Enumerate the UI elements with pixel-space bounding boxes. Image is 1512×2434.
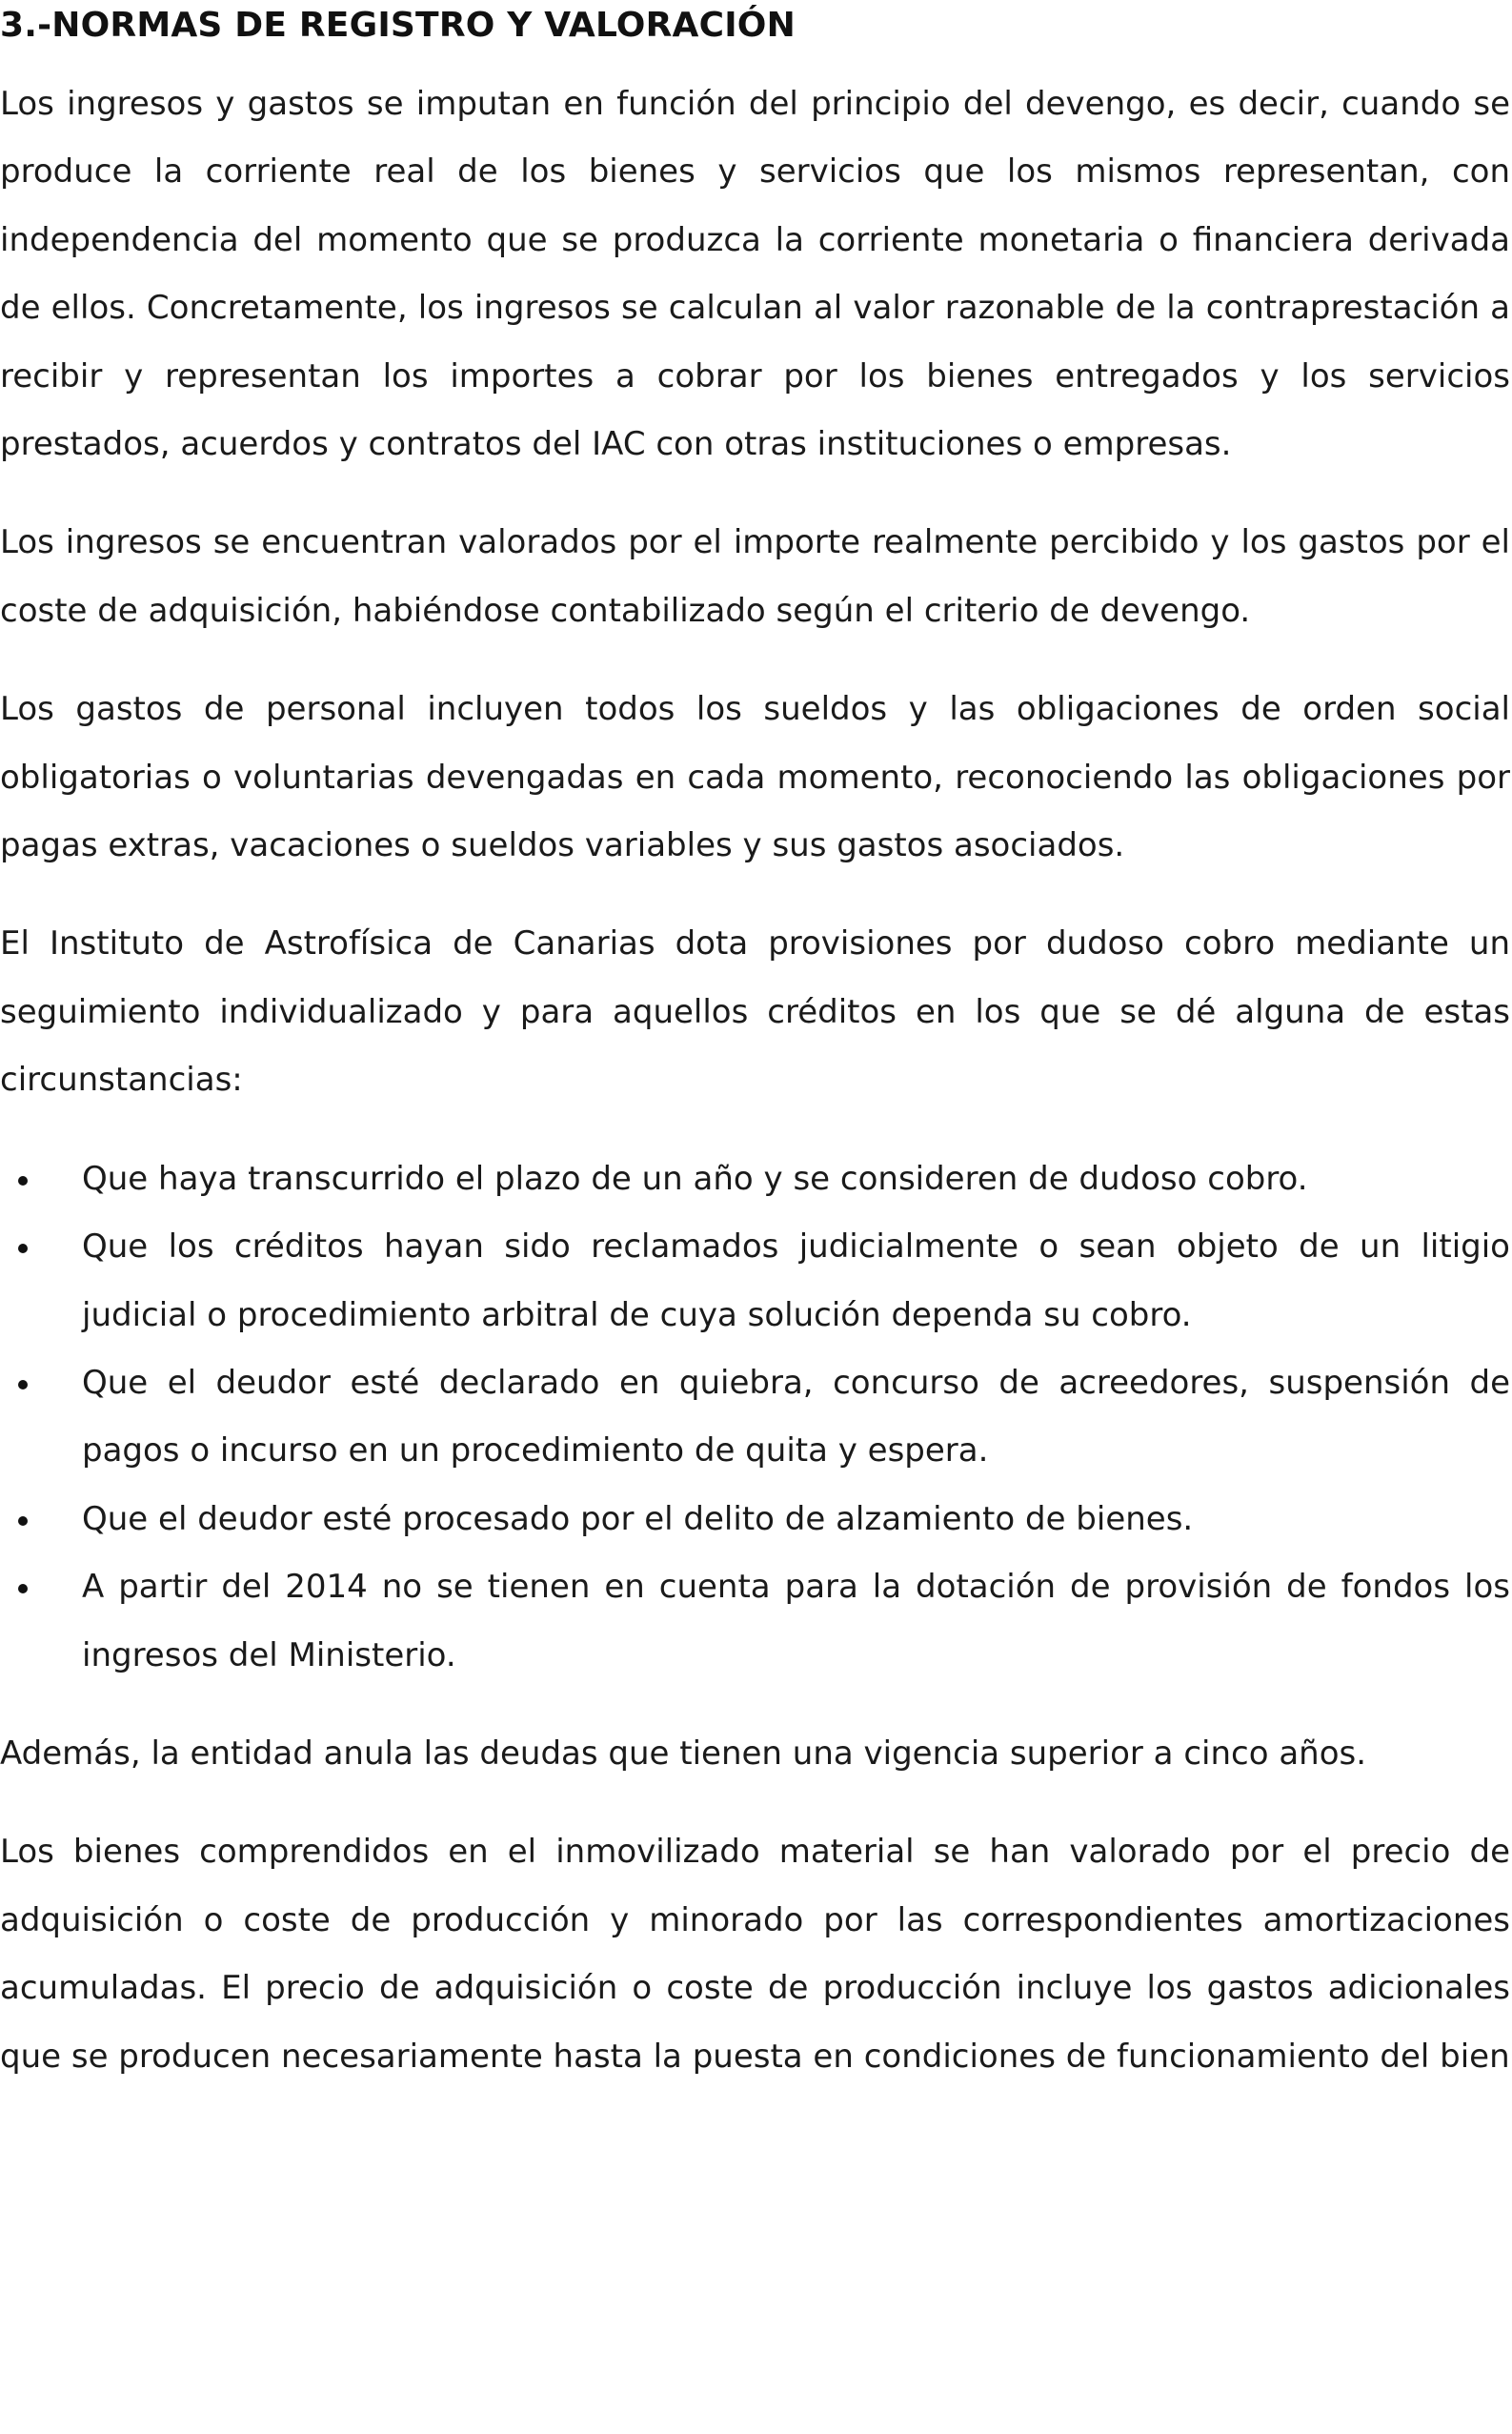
paragraph-valoracion-ingresos: Los ingresos se encuentran valorados por el importe realmente percibido y los gastos por el coste de adquisición, habiéndose contabilizado según el criterio de devengo. bbox=[0, 523, 1510, 630]
bullet-dot-icon bbox=[18, 1244, 28, 1253]
paragraph-provisiones: El Instituto de Astrofísica de Canarias dota provisiones por dudoso cobro mediante un seguimiento individualizado y para aquellos créditos en los que se dé alguna de estas circunstancias: bbox=[0, 924, 1510, 1100]
circumstances-list bbox=[0, 1146, 1510, 1690]
bullet-dot-icon bbox=[18, 1380, 28, 1389]
bullet-dot-icon bbox=[18, 1516, 28, 1526]
paragraph-anulacion-deudas: Además, la entidad anula las deudas que tienen una vigencia superior a cinco años. bbox=[0, 1734, 1367, 1773]
list-item-text: Que el deudor esté procesado por el delito de alzamiento de bienes. bbox=[82, 1499, 1194, 1538]
list-item bbox=[0, 1213, 1510, 1349]
bullet-dot-icon bbox=[18, 1176, 28, 1186]
section-heading: 3.-NORMAS DE REGISTRO Y VALORACIÓN bbox=[0, 6, 796, 45]
list-item bbox=[0, 1146, 1510, 1213]
paragraph-gastos-personal: Los gastos de personal incluyen todos los sueldos y las obligaciones de orden social obligatorias o voluntarias devengadas en cada momento, reconociendo las obligaciones por pagas extras, vacaciones o sueldos variables y sus gastos asociados. bbox=[0, 690, 1510, 865]
list-item-text: Que los créditos hayan sido reclamados judicialmente o sean objeto de un litigio judicial o procedimiento arbitral de cuya solución dependa su cobro. bbox=[82, 1227, 1510, 1334]
bullet-dot-icon bbox=[18, 1584, 28, 1593]
list-item bbox=[0, 1349, 1510, 1486]
paragraph-devengo: Los ingresos y gastos se imputan en función del principio del devengo, es decir, cuando se produce la corriente real de los bienes y servicios que los mismos representan, con independencia del momento que se produzca la corriente monetaria o financiera derivada de ellos. Concretamente, los ingresos se calculan al valor razonable de la contraprestación a recibir y representan los importes a cobrar por los bienes entregados y los servicios prestados, acuerdos y contratos del IAC con otras instituciones o empresas. bbox=[0, 85, 1510, 464]
list-item-text: Que haya transcurrido el plazo de un año y se consideren de dudoso cobro. bbox=[82, 1159, 1308, 1198]
paragraph-inmovilizado-material: Los bienes comprendidos en el inmovilizado material se han valorado por el precio de adquisición o coste de producción y minorado por las correspondientes amortizaciones acumuladas. El precio de adquisición o coste de producción incluye los gastos adicionales que se producen necesariamente hasta la puesta en condiciones de funcionamiento del bien bbox=[0, 1833, 1510, 2076]
list-item bbox=[0, 1553, 1510, 1690]
list-item bbox=[0, 1486, 1510, 1553]
list-item-text: A partir del 2014 no se tienen en cuenta para la dotación de provisión de fondos los ingresos del Ministerio. bbox=[82, 1568, 1510, 1674]
list-item-text: Que el deudor esté declarado en quiebra, concurso de acreedores, suspensión de pagos o incurso en un procedimiento de quita y espera. bbox=[82, 1363, 1510, 1471]
